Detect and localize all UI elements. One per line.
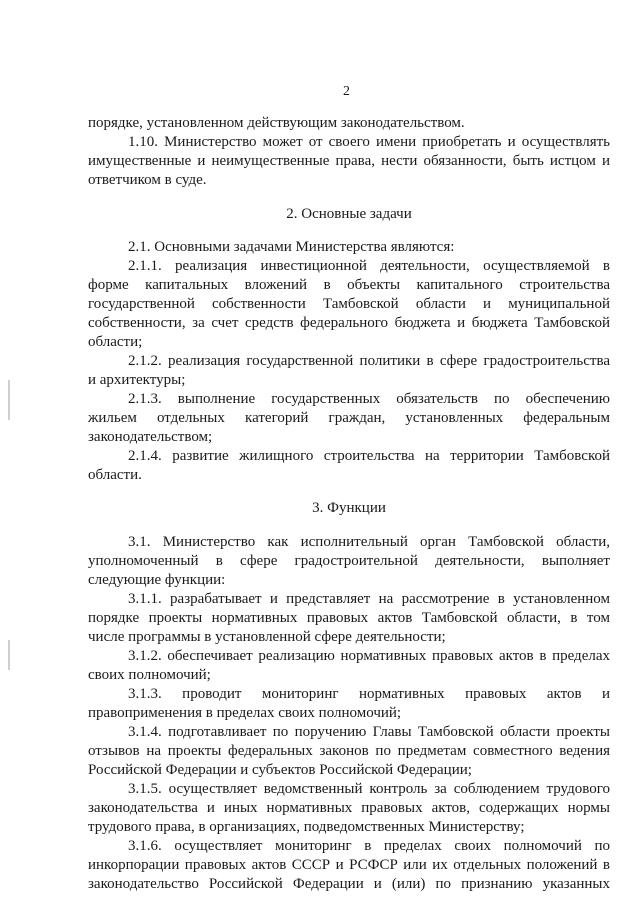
text-line: отзывов на проекты федеральных законов по предметам совместного ведения xyxy=(88,743,610,759)
text-line: порядке, установленном действующим законодательством. xyxy=(88,115,465,131)
text-line: своих полномочий; xyxy=(88,667,211,683)
text-line: ответчиком в суде. xyxy=(88,172,207,188)
text-line: законодательства и иных нормативных правовых актов, содержащих нормы xyxy=(88,800,610,816)
text-line: законодательство Российской Федерации и (или) по признанию указанных xyxy=(88,876,610,892)
text-line: уполномоченный в сфере градостроительной деятельности, выполняет xyxy=(88,553,610,569)
page-number: 2 xyxy=(343,84,350,99)
text-line: 3.1.5. осуществляет ведомственный контроль за соблюдением трудового xyxy=(128,781,610,797)
text-line: 3.1.3. проводит мониторинг нормативных правовых актов и xyxy=(128,686,610,702)
scan-edge-mark xyxy=(8,380,10,420)
text-line: порядке проекты нормативных правовых актов Тамбовской области, в том xyxy=(88,610,610,626)
text-line: законодательством; xyxy=(88,429,213,445)
text-line: 3.1. Министерство как исполнительный орган Тамбовской области, xyxy=(128,534,610,550)
text-line: числе программы в установленной сфере деятельности; xyxy=(88,629,446,645)
text-line: области; xyxy=(88,334,143,350)
text-line: 2.1.4. развитие жилищного строительства на территории Тамбовской xyxy=(128,448,610,464)
text-line: 2.1.3. выполнение государственных обязательств по обеспечению xyxy=(128,391,610,407)
text-line: 3.1.1. разрабатывает и представляет на рассмотрение в установленном xyxy=(128,591,610,607)
text-line: области. xyxy=(88,467,142,483)
text-line: инкорпорации правовых актов СССР и РСФСР или их отдельных положений в xyxy=(88,857,610,873)
text-line: и архитектуры; xyxy=(88,372,186,388)
text-line: трудового права, в организациях, подведомственных Министерству; xyxy=(88,819,525,835)
text-line: 2.1.2. реализация государственной политики в сфере градостроительства xyxy=(128,353,610,369)
section-heading: 3. Функции xyxy=(312,500,386,516)
text-line: форме капитальных вложений в объекты капитального строительства xyxy=(88,277,610,293)
text-line: 3.1.4. подготавливает по поручению Главы Тамбовской области проекты xyxy=(128,724,610,740)
text-line: Российской Федерации и субъектов Российской Федерации; xyxy=(88,762,472,778)
text-line: 2.1. Основными задачами Министерства являются: xyxy=(128,239,455,255)
text-line: жильем отдельных категорий граждан, установленных федеральным xyxy=(88,410,610,426)
text-line: правоприменения в пределах своих полномочий; xyxy=(88,705,402,721)
text-line: следующие функции: xyxy=(88,572,226,588)
text-line: 1.10. Министерство может от своего имени приобретать и осуществлять xyxy=(128,134,610,150)
text-line: 2.1.1. реализация инвестиционной деятельности, осуществляемой в xyxy=(128,258,610,274)
text-line: имущественные и неимущественные права, нести обязанности, быть истцом и xyxy=(88,153,610,169)
text-line: собственности, за счет средств федерального бюджета и бюджета Тамбовской xyxy=(88,315,610,331)
text-line: государственной собственности Тамбовской области и муниципальной xyxy=(88,296,610,312)
text-line: 3.1.2. обеспечивает реализацию нормативных правовых актов в пределах xyxy=(128,648,610,664)
section-heading: 2. Основные задачи xyxy=(286,206,412,222)
scan-edge-mark xyxy=(8,640,10,670)
text-line: 3.1.6. осуществляет мониторинг в пределах своих полномочий по xyxy=(128,838,610,854)
